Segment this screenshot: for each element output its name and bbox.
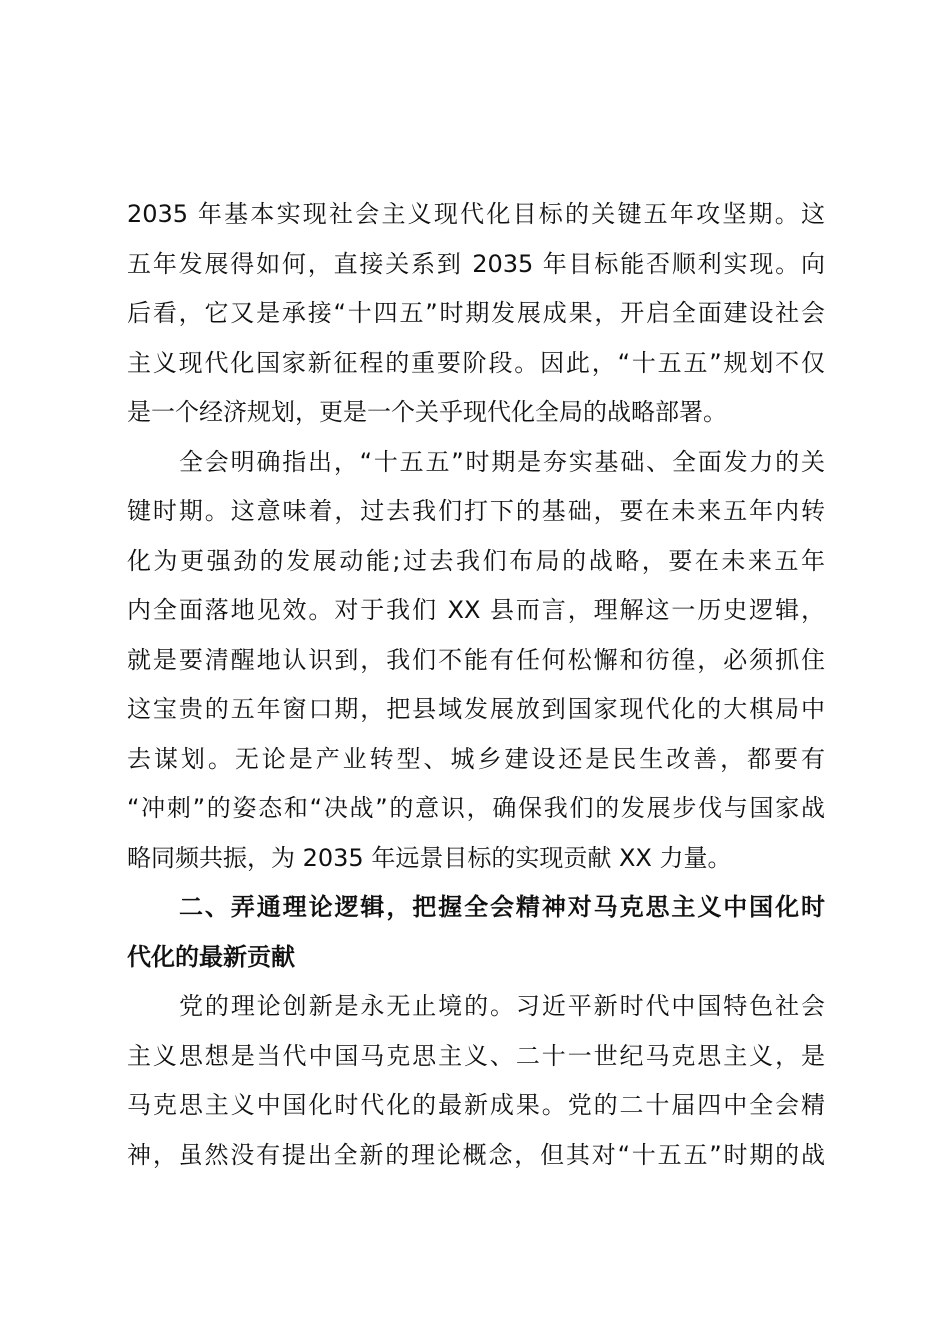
text-line: 主义现代化国家新征程的重要阶段。因此，“十五五”规划不仅 bbox=[127, 348, 825, 377]
text-line: 就是要清醒地认识到，我们不能有任何松懈和彷徨，必须抓住 bbox=[127, 645, 825, 674]
paragraph-key-period bbox=[127, 438, 825, 884]
text-line: 全会明确指出，“十五五”时期是夯实基础、全面发力的关 bbox=[179, 447, 825, 476]
document-body bbox=[127, 190, 825, 1180]
text-line: 神，虽然没有提出全新的理论概念，但其对“十五五”时期的战 bbox=[127, 1140, 825, 1169]
text-line: 后看，它又是承接“十四五”时期发展成果，开启全面建设社会 bbox=[127, 299, 825, 327]
text-line: “冲刺”的姿态和“决战”的意识，确保我们的发展步伐与国家战 bbox=[127, 794, 825, 822]
paragraph-theory-innovation bbox=[127, 982, 825, 1180]
text-line: 键时期。这意味着，过去我们打下的基础，要在未来五年内转 bbox=[127, 497, 825, 525]
text-line: 主义思想是当代中国马克思主义、二十一世纪马克思主义，是 bbox=[127, 1041, 825, 1070]
heading-line: 二、弄通理论逻辑，把握全会精神对马克思主义中国化时 bbox=[179, 893, 825, 921]
text-line: 2035 年基本实现社会主义现代化目标的关键五年攻坚期。这 bbox=[127, 200, 825, 228]
text-line: 去谋划。无论是产业转型、城乡建设还是民生改善，都要有 bbox=[127, 744, 825, 773]
text-line: 化为更强劲的发展动能;过去我们布局的战略，要在未来五年 bbox=[127, 546, 825, 575]
text-line: 党的理论创新是永无止境的。习近平新时代中国特色社会 bbox=[179, 992, 825, 1020]
paragraph-strategic-period bbox=[127, 190, 825, 438]
text-line: 五年发展得如何，直接关系到 2035 年目标能否顺利实现。向 bbox=[127, 249, 825, 278]
text-line: 内全面落地见效。对于我们 XX 县而言，理解这一历史逻辑， bbox=[127, 596, 825, 624]
text-line: 马克思主义中国化时代化的最新成果。党的二十届四中全会精 bbox=[127, 1091, 825, 1119]
text-line: 略同频共振，为 2035 年远景目标的实现贡献 XX 力量。 bbox=[127, 843, 732, 872]
heading-line: 代化的最新贡献 bbox=[127, 942, 295, 971]
text-line: 这宝贵的五年窗口期，把县域发展放到国家现代化的大棋局中 bbox=[127, 695, 825, 723]
section-heading bbox=[127, 883, 825, 982]
text-line: 是一个经济规划，更是一个关乎现代化全局的战略部署。 bbox=[127, 398, 727, 426]
